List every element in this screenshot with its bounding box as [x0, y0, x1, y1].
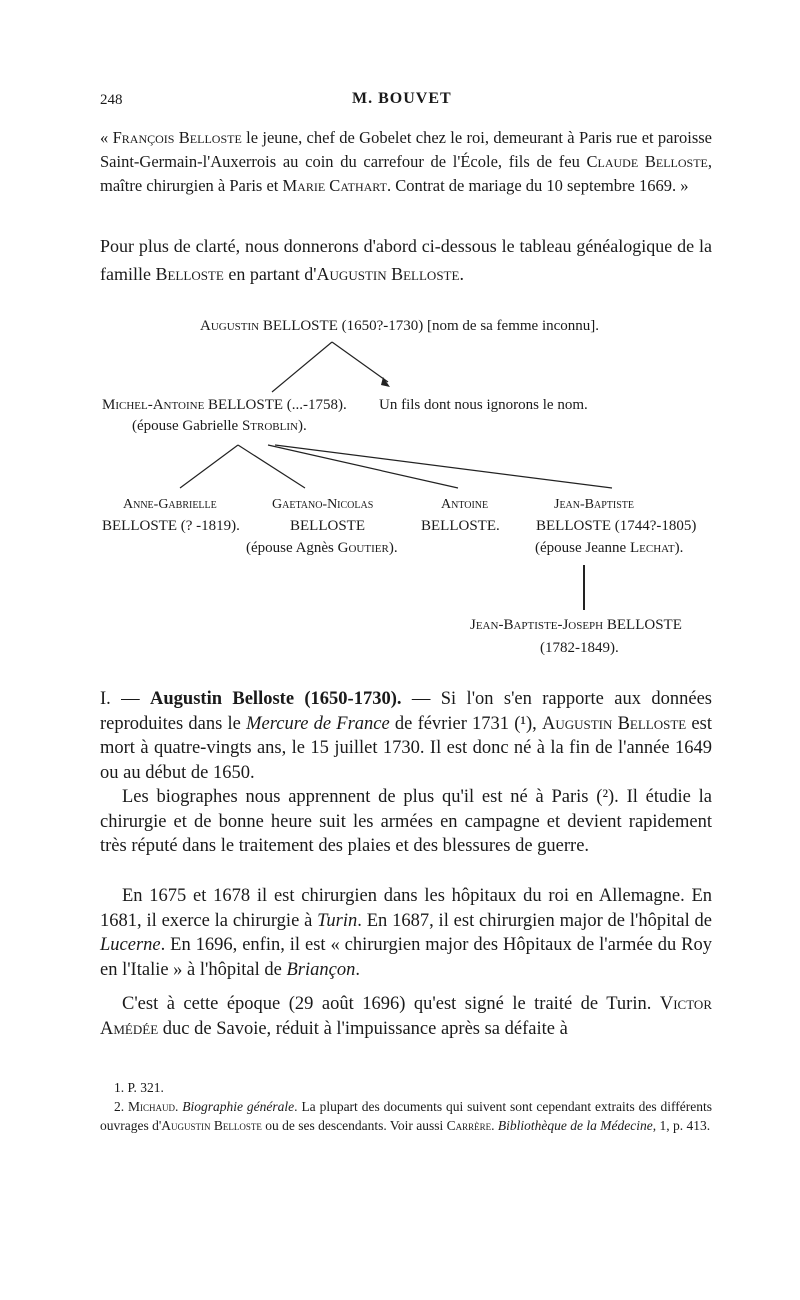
running-header-author: M. BOUVET: [352, 90, 452, 107]
child-surname: BELLOSTE: [290, 518, 365, 534]
child-spouse: [246, 540, 398, 557]
person-name: Augustin: [200, 318, 260, 334]
book-title: Biographie générale: [182, 1099, 295, 1114]
child-surname: BELLOSTE (? -1819).: [102, 518, 240, 534]
child-first-name: Gaetano-Nicolas: [272, 497, 374, 512]
section-title: Augustin Belloste (1650-1730).: [150, 689, 402, 709]
quote-text: , maître chirurgien à Paris et: [100, 152, 712, 195]
spouse-name: Goutier: [337, 540, 389, 556]
spouse-text: ).: [674, 540, 684, 556]
footnote-2: [100, 1097, 712, 1135]
footnote-1: 1. P. 321.: [114, 1080, 164, 1095]
child-first-name: Antoine: [441, 497, 489, 512]
person-name: Claude Belloste: [586, 152, 708, 171]
grandson-dates: (1782-1849).: [540, 640, 619, 656]
quote-open: «: [100, 128, 113, 147]
child-first-name: Jean-Baptiste: [554, 497, 634, 512]
body-paragraph: Les biographes nous apprennent de plus qu'il est né à Paris (²). Il étudie la chirurgie et de bonne heure suit les armées en campagne et devient rapidement très réputé dans le traitement des plaies et des blessures de guerre.: [100, 787, 712, 857]
section-number: I. —: [100, 689, 151, 709]
person-name: Victor Amédée: [100, 994, 712, 1039]
footnote-text: ou de ses descendants. Voir aussi: [261, 1118, 447, 1133]
tree-root: [200, 318, 599, 335]
person-details: BELLOSTE (1650?-1730) [nom de sa femme inconnu].: [259, 318, 600, 334]
body-text: duc de Savoie, réduit à l'impuissance après sa défaite à: [158, 1018, 568, 1039]
section-paragraph: [100, 687, 712, 785]
body-text: .: [355, 959, 360, 980]
tree-michel: [102, 397, 347, 414]
connector-line: [180, 445, 238, 488]
place-name: Briançon: [286, 959, 356, 980]
person-name: Augustin Belloste: [161, 1118, 262, 1133]
person-details: BELLOSTE: [603, 617, 682, 633]
body-text: — Si l'on s'en rapporte aux données reproduites dans le: [100, 689, 712, 734]
footnote-text: , 1, p. 413.: [652, 1118, 711, 1133]
place-name: Lucerne: [100, 935, 161, 956]
intro-text: .: [459, 264, 464, 284]
connector-line: [268, 445, 458, 488]
footnote-text: .: [491, 1118, 498, 1133]
body-text: En 1675 et 1678 il est chirurgien dans les hôpitaux du roi en Allemagne. En 1681, il exerce la chirurgie à: [100, 886, 712, 931]
body-text: . En 1687, il est chirurgien major de l'hôpital de: [357, 910, 712, 931]
body-paragraph: [100, 884, 712, 982]
footnote-text: 2.: [114, 1099, 129, 1114]
book-title: Bibliothèque de la Médecine: [497, 1118, 653, 1133]
person-name: Augustin Belloste: [316, 264, 460, 284]
tree-michel-spouse: [132, 418, 307, 435]
footnote-text: . La plupart des documents qui suivent sont cependant extraits des différents ouvrages d': [100, 1099, 712, 1133]
spouse-text: ).: [297, 418, 307, 434]
body-text: . En 1696, enfin, il est « chirurgien major des Hôpitaux de l'armée du Roy en l'Italie » à l'hôpital de: [100, 935, 712, 980]
spouse-name: Stroblin: [241, 418, 298, 434]
quote-text: . Contrat de mariage du 10 septembre 1669. »: [386, 176, 689, 195]
author-name: Michaud: [128, 1099, 176, 1114]
spouse-text: (épouse Gabrielle: [132, 418, 242, 434]
intro-text: Pour plus de clarté, nous donnerons d'abord ci-dessous le tableau généalogique de la famille: [100, 236, 712, 284]
body-text: de février 1731 (¹),: [389, 713, 542, 734]
person-details: BELLOSTE (...-1758).: [204, 397, 347, 413]
person-name: François Belloste: [112, 128, 242, 147]
connector-line: [272, 342, 332, 392]
child-surname: BELLOSTE (1744?-1805): [536, 518, 697, 534]
author-name: Carrère: [446, 1118, 492, 1133]
spouse-text: (épouse Agnès: [246, 540, 338, 556]
tree-unknown-son: Un fils dont nous ignorons le nom.: [379, 397, 588, 413]
body-paragraph: [100, 992, 712, 1041]
child-first-name: Anne-Gabrielle: [123, 497, 217, 512]
connector-line: [275, 445, 612, 488]
spouse-text: ).: [388, 540, 398, 556]
family-name: Belloste: [155, 264, 224, 284]
body-text: est mort à quatre-vingts ans, le 15 juillet 1730. Il est donc né à la fin de l'année 1649 ou au début de 1650.: [100, 713, 712, 783]
person-name: Jean-Baptiste-Joseph: [470, 617, 604, 633]
place-name: Turin: [317, 910, 358, 931]
footnote-text: .: [175, 1099, 183, 1114]
child-spouse: [535, 540, 683, 557]
child-surname: BELLOSTE.: [421, 518, 500, 534]
spouse-name: Lechat: [629, 540, 675, 556]
person-name: Michel-Antoine: [102, 397, 205, 413]
connector-line: [332, 342, 388, 382]
tree-grandson: [470, 617, 682, 634]
person-name: Marie Cathart: [282, 176, 387, 195]
quote-text: le jeune, chef de Gobelet chez le roi, demeurant à Paris rue et paroisse Saint-Germain-l'Auxerrois au coin du carrefour de l'École, fils de feu: [100, 128, 713, 171]
body-text: C'est à cette époque (29 août 1696) qu'est signé le traité de Turin.: [122, 994, 660, 1014]
person-name: Augustin Belloste: [541, 713, 687, 734]
spouse-text: (épouse Jeanne: [535, 540, 630, 556]
journal-title: Mercure de France: [246, 713, 390, 734]
page-number: 248: [100, 92, 123, 108]
intro-text: en partant d': [223, 264, 317, 284]
